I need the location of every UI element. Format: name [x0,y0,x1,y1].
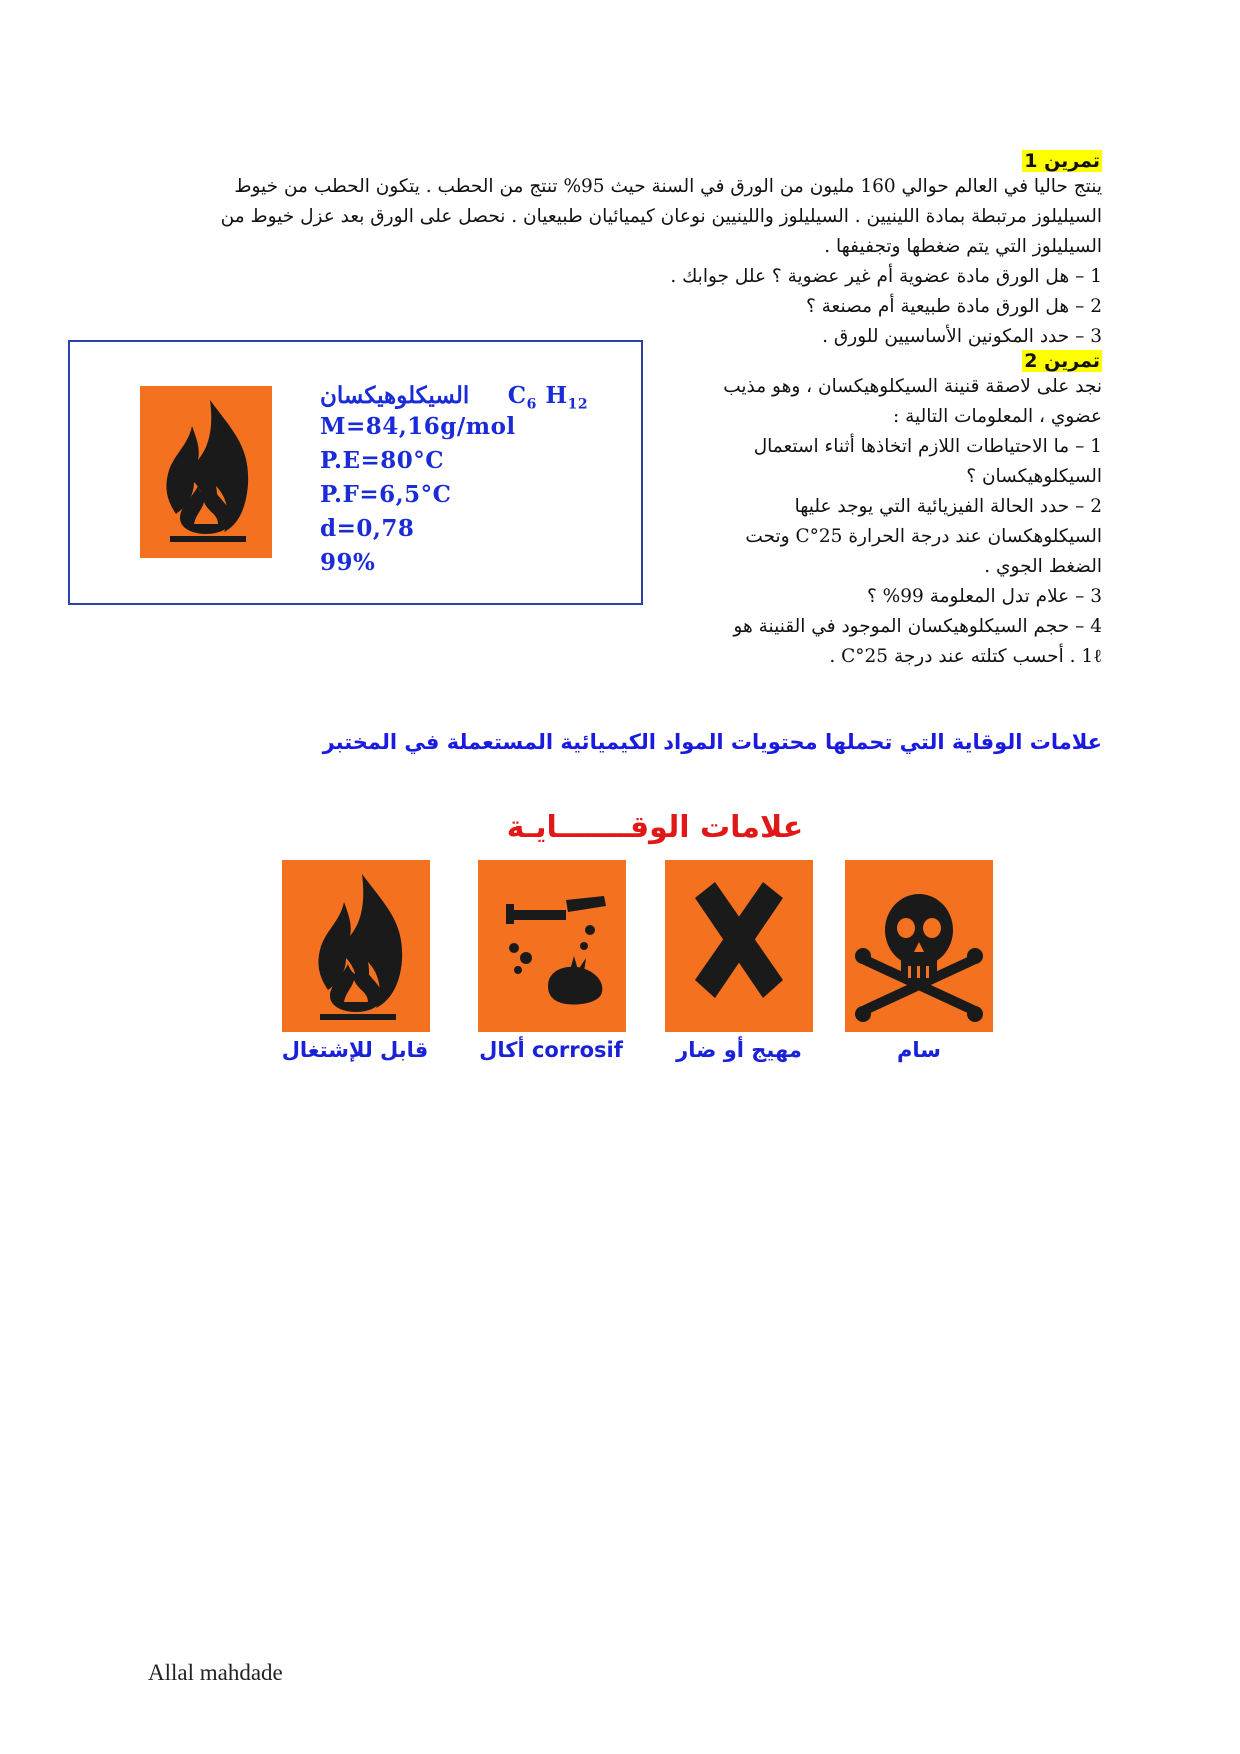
label-boiling-point: P.E=80°C [320,447,445,474]
corrosive-caption: أكال corrosif [479,1038,623,1062]
exercise-1-question: 2 – هل الورق مادة طبيعية أم مصنعة ؟ [805,296,1102,317]
flammable-sign [282,860,430,1032]
exercise-2-line: السيكلوهيكسان ؟ [966,466,1102,487]
skull-crossbones-icon [845,860,993,1032]
footer-author: Allal mahdade [148,1660,283,1685]
section-heading: علامات الوقاية التي تحملها محتويات المواد الكيميائية المستعملة في المختبر [322,730,1102,754]
exercise-2-line: الضغط الجوي . [984,556,1102,577]
exercise-2-title: تمرين 2 [1024,350,1100,372]
exercise-2-line: 1ℓ . أحسب كتلته عند درجة 25°C . [829,646,1102,667]
exercise-2-line: السيكلوهكسان عند درجة الحرارة 25°C وتحت [745,526,1102,547]
exercise-2-line: عضوي ، المعلومات التالية : [892,406,1102,427]
toxic-caption: سام [897,1038,941,1062]
exercise-1-line: السيليلوز مرتبطة بمادة اللينيين . السيليلوز واللينيين نوعان كيميائيان طبيعيان . نحصل على الورق بعد عزل خيوط من [220,206,1102,227]
exercise-2-question: 1 – ما الاحتياطات اللازم اتخاذها أثناء استعمال [753,436,1102,457]
signs-title: علامات الوقـــــــايـة [506,810,804,845]
exercise-2-question: 2 – حدد الحالة الفيزيائية التي يوجد عليها [794,496,1102,517]
exercise-1-line: السيليلوز التي يتم ضغطها وتجفيفها . [824,236,1102,257]
label-melting-point: P.F=6,5°C [320,481,452,508]
irritant-caption: مهيج أو ضار [676,1038,802,1062]
exercise-2 [682,350,1102,672]
flame-icon [282,860,430,1032]
exercise-2-question: 3 – علام تدل المعلومة 99% ؟ [866,586,1102,607]
label-molar-mass: M=84,16g/mol [320,413,516,440]
label-density: d=0,78 [320,515,415,542]
flammable-caption: قابل للإشتغال [281,1038,429,1062]
corrosive-icon [478,860,626,1032]
corrosive-sign [478,860,626,1032]
label-name: السيكلوهيكسان [320,382,470,409]
exercise-1-question: 3 – حدد المكونين الأساسيين للورق . [822,326,1102,347]
label-purity: 99% [320,549,376,576]
exercise-2-line: نجد على لاصقة قنينة السيكلوهيكسان ، وهو مذيب [723,376,1102,397]
label-formula: $C_6$ $H_{12}$ [507,382,589,413]
exercise-1 [172,150,1102,352]
label-compound [320,382,597,413]
exercise-1-line: ينتج حاليا في العالم حوالي 160 مليون من الورق في السنة حيث 95% تنتج من الحطب . يتكون الحطب من خيوط [234,176,1102,197]
exercise-1-question: 1 – هل الورق مادة عضوية أم غير عضوية ؟ علل جوابك . [670,266,1102,287]
flame-icon [140,386,272,558]
toxic-sign [845,860,993,1032]
cyclohexane-label [68,340,643,605]
irritant-sign [665,860,813,1032]
exercise-1-title: تمرين 1 [1024,150,1100,172]
safety-signs-panel [270,810,1040,1085]
irritant-cross-icon [665,860,813,1032]
exercise-2-question: 4 – حجم السيكلوهيكسان الموجود في القنينة هو [733,616,1102,637]
